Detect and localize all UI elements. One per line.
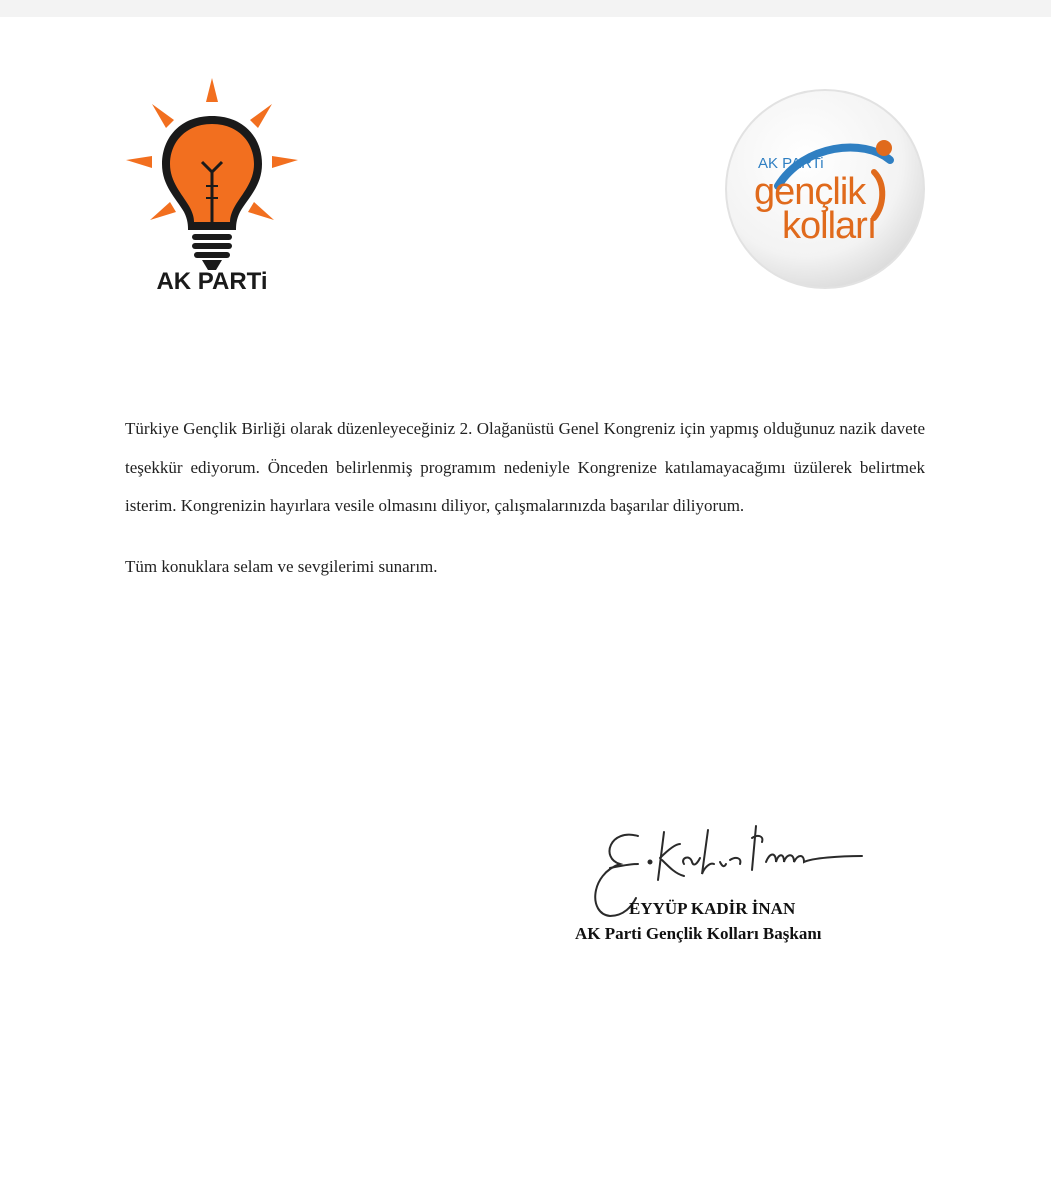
ak-parti-logo-text: AK PARTi xyxy=(156,268,268,295)
genclik-logo-small-text: AK PARTi xyxy=(758,155,824,172)
letter-paragraph: Türkiye Gençlik Birliği olarak düzenleyeceğiniz 2. Olağanüstü Genel Kongreniz için yapmış olduğunuz nazik davete teşekkür ediyorum. Önceden belirlenmiş programım nedeniyle Kongrenize katılamayacağımı üzülerek belirtmek isterim. Kongrenizin hayırlara vesile olmasını diliyor, çalışmalarınızda başarılar diliyorum. xyxy=(125,419,925,515)
letter-closing: Tüm konuklara selam ve sevgilerimi sunarım. xyxy=(125,556,438,576)
top-bar xyxy=(0,0,1051,17)
signer-title: AK Parti Gençlik Kolları Başkanı xyxy=(575,924,822,943)
letter-body xyxy=(125,410,925,586)
ak-parti-logo xyxy=(122,76,302,298)
lightbulb-icon xyxy=(126,78,298,270)
genclik-kollari-logo xyxy=(724,88,926,290)
genclik-logo-line1: gençlik xyxy=(754,171,866,213)
signer-block xyxy=(575,896,895,946)
genclik-logo-line2: kolları xyxy=(782,205,877,247)
signer-name: EYYÜP KADİR İNAN xyxy=(629,899,796,918)
